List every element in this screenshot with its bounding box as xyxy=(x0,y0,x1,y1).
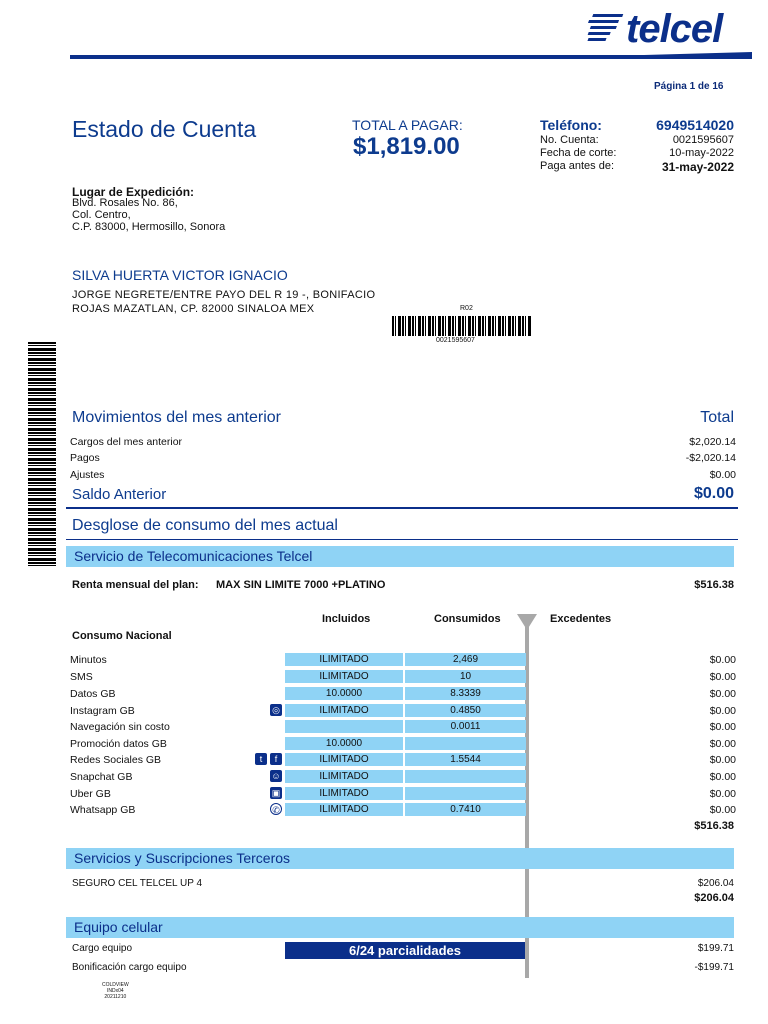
included-cell xyxy=(285,670,403,683)
insurance-amount: $206.04 xyxy=(697,878,734,889)
usage-label: Promoción datos GB xyxy=(70,738,167,750)
usage-row xyxy=(70,736,736,752)
consumed-cell xyxy=(405,803,526,816)
previous-title: Movimientos del mes anterior xyxy=(72,409,281,426)
route-code: R02 xyxy=(460,305,473,312)
account-number: 0021595607 xyxy=(672,134,734,146)
excess-value: $0.00 xyxy=(709,788,736,800)
customer-address-line2: ROJAS MAZATLAN, CP. 82000 SINALOA MEX xyxy=(72,303,315,315)
included-value: ILIMITADO xyxy=(319,771,369,782)
previous-row-amount: $0.00 xyxy=(709,469,736,481)
consumed-value: 2,469 xyxy=(452,654,479,665)
footer-codes xyxy=(102,982,129,1000)
consumed-value: 10 xyxy=(459,671,472,682)
usage-label: Redes Sociales GB xyxy=(70,754,162,766)
excess-value: $0.00 xyxy=(709,705,736,717)
total-amount: $1,819.00 xyxy=(353,133,460,160)
previous-row-label: Pagos xyxy=(70,452,100,464)
brand-name: telcel xyxy=(626,7,723,51)
plan-label: Renta mensual del plan: xyxy=(72,579,199,591)
included-cell xyxy=(285,787,403,800)
footer-code: COLDVIEW xyxy=(102,982,129,988)
included-cell xyxy=(285,770,403,783)
consumed-cell xyxy=(405,770,526,783)
issue-address-line: Blvd. Rosales No. 86, xyxy=(72,197,178,209)
included-value: ILIMITADO xyxy=(319,804,369,815)
side-barcode xyxy=(28,342,56,566)
uber-icon: ▣ xyxy=(271,788,281,798)
usage-row xyxy=(70,769,736,785)
page-title: Estado de Cuenta xyxy=(72,116,257,142)
cut-date: 10-may-2022 xyxy=(669,147,734,159)
consumed-cell xyxy=(405,704,526,717)
usage-label: Datos GB xyxy=(70,688,116,700)
consumed-value: 1.5544 xyxy=(450,754,481,765)
excess-value: $0.00 xyxy=(709,754,736,766)
phone-number: 6949514020 xyxy=(656,117,734,133)
usage-row xyxy=(70,719,736,735)
usage-row xyxy=(70,703,736,719)
included-cell xyxy=(285,687,403,700)
phone-label: Teléfono: xyxy=(540,117,602,133)
excess-value: $0.00 xyxy=(709,738,736,750)
due-date-label: Paga antes de: xyxy=(540,160,615,172)
equipment-band-label: Equipo celular xyxy=(74,919,163,935)
issue-address-line: Col. Centro, xyxy=(72,209,131,221)
whatsapp-icon: ✆ xyxy=(270,803,282,815)
header-rule xyxy=(70,55,752,59)
col-consumed: Consumidos xyxy=(434,613,501,625)
included-value: 10.0000 xyxy=(325,738,363,749)
installments-badge: 6/24 parcialidades xyxy=(285,942,525,959)
included-value: ILIMITADO xyxy=(319,754,369,765)
excess-value: $0.00 xyxy=(709,721,736,733)
customer-name: SILVA HUERTA VICTOR IGNACIO xyxy=(72,267,288,283)
barcode-number: 0021595607 xyxy=(436,337,475,344)
excess-value: $0.00 xyxy=(709,654,736,666)
previous-row-label: Ajustes xyxy=(70,469,105,481)
previous-row-label: Cargos del mes anterior xyxy=(70,436,183,448)
included-cell xyxy=(285,753,403,766)
issue-address-line: C.P. 83000, Hermosillo, Sonora xyxy=(72,221,226,233)
previous-row-amount: $2,020.14 xyxy=(689,436,736,448)
footer-code: INDx04 xyxy=(106,988,124,994)
total-label: TOTAL A PAGAR: xyxy=(352,117,463,133)
footer-code: 20211210 xyxy=(104,994,127,1000)
instagram-icon: ◎ xyxy=(270,704,282,716)
previous-row xyxy=(70,450,736,466)
excess-value: $0.00 xyxy=(709,671,736,683)
included-value: ILIMITADO xyxy=(319,654,369,665)
included-cell xyxy=(285,803,403,816)
usage-row xyxy=(70,752,736,768)
account-barcode xyxy=(392,316,532,336)
page-indicator: Página 1 de 16 xyxy=(654,81,724,92)
included-value: ILIMITADO xyxy=(319,788,369,799)
customer-address-line1: JORGE NEGRETE/ENTRE PAYO DEL R 19 -, BONIFACIO xyxy=(72,289,376,301)
included-value: 10.0000 xyxy=(325,688,363,699)
included-cell xyxy=(285,737,403,750)
col-included: Incluidos xyxy=(322,613,371,625)
equipment-bonus-label: Bonificación cargo equipo xyxy=(72,962,187,973)
excess-value: $0.00 xyxy=(709,688,736,700)
third-party-subtotal: $206.04 xyxy=(694,892,734,904)
section-rule xyxy=(66,507,738,509)
plan-name: MAX SIN LIMITE 7000 +PLATINO xyxy=(216,579,386,591)
breakdown-title: Desglose de consumo del mes actual xyxy=(72,517,338,534)
issue-place-address xyxy=(72,197,225,233)
included-cell xyxy=(285,653,403,666)
insurance-label: SEGURO CEL TELCEL UP 4 xyxy=(72,878,203,889)
cut-date-label: Fecha de corte: xyxy=(540,147,617,159)
consumed-cell xyxy=(405,737,526,750)
included-value: ILIMITADO xyxy=(319,671,369,682)
included-cell xyxy=(285,704,403,717)
usage-label: Uber GB xyxy=(70,788,111,800)
usage-row xyxy=(70,669,736,685)
third-party-band-label: Servicios y Suscripciones Terceros xyxy=(74,850,291,866)
included-cell xyxy=(285,720,403,733)
equipment-band xyxy=(66,917,734,938)
consumed-cell xyxy=(405,787,526,800)
consumed-value: 0.4850 xyxy=(450,705,481,716)
telecom-subtotal: $516.38 xyxy=(694,820,734,832)
previous-row xyxy=(70,434,736,450)
consumed-value: 0.7410 xyxy=(450,804,481,815)
usage-row xyxy=(70,802,736,818)
telcel-logo xyxy=(584,7,723,51)
snapchat-icon: ☺ xyxy=(271,771,281,781)
facebook-icon: f xyxy=(270,753,282,765)
balance-amount: $0.00 xyxy=(693,485,734,502)
equipment-bonus-amount: -$199.71 xyxy=(694,962,734,973)
third-party-band xyxy=(66,848,734,869)
usage-label: Instagram GB xyxy=(70,705,135,717)
usage-row xyxy=(70,686,736,702)
usage-row xyxy=(70,786,736,802)
telcel-logo-icon xyxy=(584,12,626,46)
usage-label: Minutos xyxy=(70,654,107,666)
consumed-value: 8.3339 xyxy=(450,688,481,699)
consumed-cell xyxy=(405,653,526,666)
account-label: No. Cuenta: xyxy=(540,134,599,146)
consumed-cell xyxy=(405,753,526,766)
usage-label: SMS xyxy=(70,671,93,683)
consumed-value: 0.0011 xyxy=(450,721,481,732)
consumed-cell xyxy=(405,687,526,700)
telecom-band xyxy=(66,546,734,567)
excess-value: $0.00 xyxy=(709,771,736,783)
usage-label: Whatsapp GB xyxy=(70,804,136,816)
previous-total-label: Total xyxy=(700,409,734,426)
col-excess: Excedentes xyxy=(550,613,612,625)
previous-row-amount: -$2,020.14 xyxy=(685,452,736,464)
twitter-icon: t xyxy=(255,753,267,765)
included-value: ILIMITADO xyxy=(319,705,369,716)
consumed-cell xyxy=(405,670,526,683)
equipment-charge-label: Cargo equipo xyxy=(72,943,133,954)
excess-value: $0.00 xyxy=(709,804,736,816)
telecom-band-label: Servicio de Telecomunicaciones Telcel xyxy=(74,548,313,564)
due-date: 31-may-2022 xyxy=(661,160,734,174)
breakdown-rule xyxy=(66,539,738,540)
issue-place-label: Lugar de Expedición: xyxy=(72,185,195,199)
usage-row xyxy=(70,652,736,668)
previous-row xyxy=(70,467,736,483)
usage-label: Snapchat GB xyxy=(70,771,133,783)
equipment-charge-amount: $199.71 xyxy=(697,943,734,954)
consumed-cell xyxy=(405,720,526,733)
usage-label: Navegación sin costo xyxy=(70,721,170,733)
balance-label: Saldo Anterior xyxy=(72,486,167,503)
national-label: Consumo Nacional xyxy=(72,630,172,642)
plan-amount: $516.38 xyxy=(694,579,734,591)
